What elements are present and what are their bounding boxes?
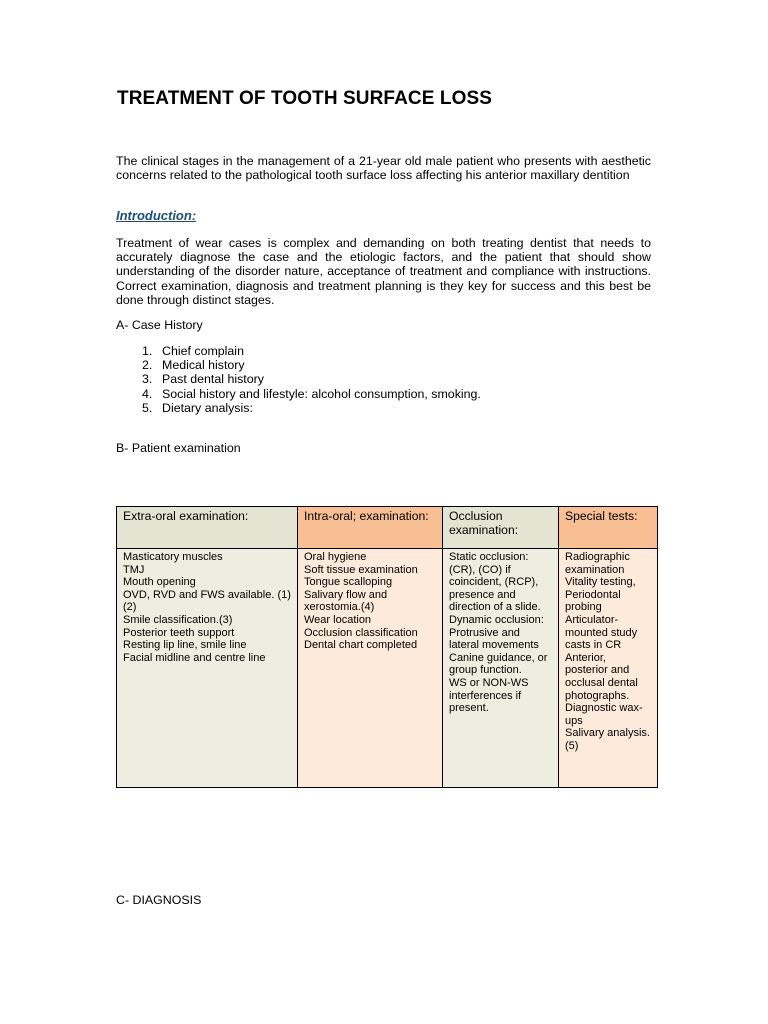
header-occlusion: Occlusion examination: [443, 507, 559, 549]
list-item: 3. Past dental history [142, 372, 264, 387]
table-header-row [117, 507, 658, 549]
list-item: 1. Chief complain [142, 344, 244, 358]
extra-oral-cell: Masticatory muscles TMJ Mouth opening OVD, RVD and FWS available. (1)(2) Smile classification.(3) Posterior teeth support Resting lip line, smile line Facial midline and centre line [117, 549, 298, 788]
list-item: 4. Social history and lifestyle: alcohol consumption, smoking. [142, 386, 481, 401]
header-extra-oral: Extra-oral examination: [117, 507, 298, 549]
list-item: 5. Dietary analysis: [142, 400, 253, 415]
introduction-heading: Introduction: [116, 208, 197, 223]
document-title: TREATMENT OF TOOTH SURFACE LOSS [117, 88, 493, 109]
section-c-heading: C- DIAGNOSIS [116, 893, 202, 907]
section-a-heading: A- Case History [116, 318, 203, 332]
introduction-text: Treatment of wear cases is complex and demanding on both treating dentist that needs to accurately diagnose the case and the etiologic factors, and the patient that should show understanding of the disorder nature, acceptance of treatment and compliance with instructions. Correct examination, diagnosis and treatment planning is they key for success and this best be done through distinct stages. [116, 236, 651, 307]
occlusion-cell: Static occlusion: (CR), (CO) if coincident, (RCP), presence and direction of a slide. Dynamic occlusion: Protrusive and lateral movements Canine guidance, or group function. WS or NON-WS interferences if present. [443, 549, 559, 788]
special-tests-cell: Radiographic examination Vitality testing, Periodontal probing Articulator-mounted study casts in CR Anterior, posterior and occlusal dental photographs. Diagnostic wax-ups Salivary analysis.(5) [559, 549, 658, 788]
header-special-tests: Special tests: [559, 507, 658, 549]
section-b-heading: B- Patient examination [116, 441, 241, 455]
header-intra-oral: Intra-oral; examination: [298, 507, 443, 549]
list-item: 2. Medical history [142, 358, 245, 373]
table-row [117, 549, 658, 788]
case-history-list [116, 344, 481, 415]
intro-paragraph: The clinical stages in the management of a 21-year old male patient who presents with aesthetic concerns related to the pathological tooth surface loss affecting his anterior maxillary dentition [116, 154, 651, 183]
intra-oral-cell: Oral hygiene Soft tissue examination Tongue scalloping Salivary flow and xerostomia.(4) Wear location Occlusion classification Dental chart completed [298, 549, 443, 788]
examination-table [116, 506, 658, 788]
